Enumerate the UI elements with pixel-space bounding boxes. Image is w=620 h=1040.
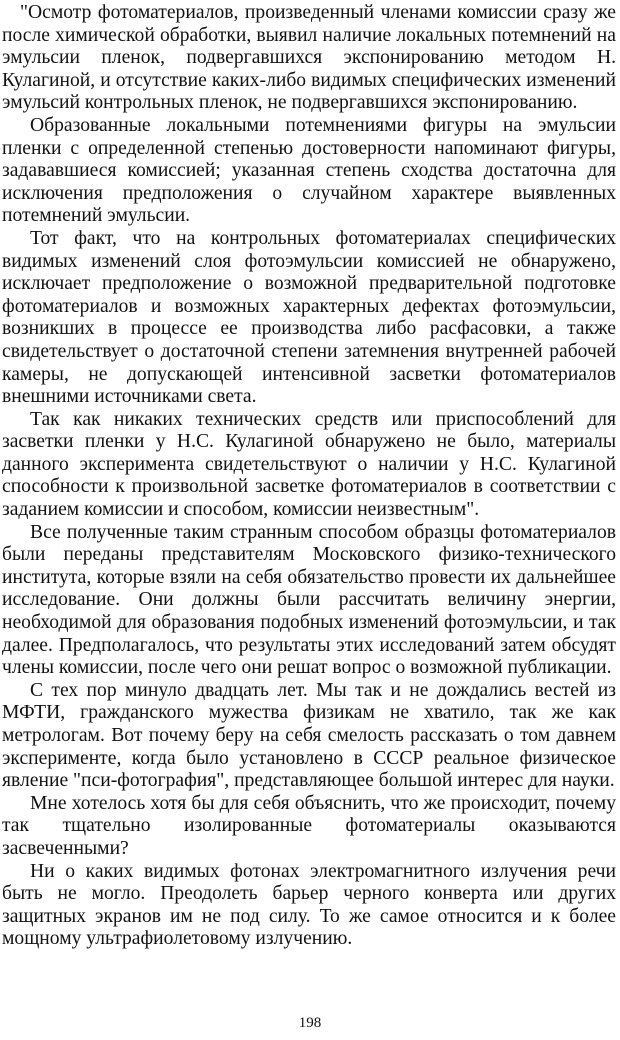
paragraph-question: Мне хотелось хотя бы для себя объяснить, что же происходит, почему так тщательно изолированные фотоматериалы оказываются засвеченными? (2, 792, 616, 859)
paragraph-photons: Ни о каких видимых фотонах электромагнитного излучения речи быть не могло. Преодолеть барьер черного конверта или других защитных экранов им не под силу. То же самое относится и к более мощному ультрафиолетовому излучению. (2, 860, 616, 950)
page-number: 198 (298, 1015, 322, 1031)
paragraph-commission-quote-3: Тот факт, что на контрольных фотоматериалах специфических видимых изменений слоя фотоэмульсии комиссией не обнаружено, исключает предположение о возможной предварительной подготовке фотоматериалов и возможных характерных дефектах фотоэмульсии, возникших в процессе ее производства либо расфасовки, а также свидетельствует о достаточной степени затемнения внутренней рабочей камеры, не допускающей интенсивной засветки фотоматериалов внешними источниками света. (2, 227, 616, 408)
paragraph-commission-quote-4: Так как никаких технических средств или приспособлений для засветки пленки у Н.С. Кулагиной обнаружено не было, материалы данного эксперимента свидетельствуют о наличии у Н.С. Кулагиной способности к произвольной засветке фотоматериалов в соответствии с заданием комиссии и способом, комиссии неизвестным". (2, 408, 616, 521)
paragraph-commission-quote-1: "Осмотр фотоматериалов, произведенный членами комиссии сразу же после химической обработки, выявил наличие локальных потемнений на эмульсии пленок, подвергавшихся экспонированию методом Н. Кулагиной, и отсутствие каких-либо видимых специфических изменений эмульсий контрольных пленок, не подвергавшихся экспонированию. (2, 2, 616, 114)
body-text (2, 2, 616, 951)
paragraph-mfti-samples: Все полученные таким странным способом образцы фотоматериалов были переданы представителям Московского физико-технического института, которые взяли на себя обязательство провести их дальнейшее исследование. Они должны были рассчитать величину энергии, необходимой для образования подобных изменений фотоэмульсии, и так далее. Предполагалось, что результаты этих исследований затем обсудят члены комиссии, после чего они решат вопрос о возможной публикации. (2, 521, 616, 679)
paragraph-commission-quote-2: Образованные локальными потемнениями фигуры на эмульсии пленки с определенной степенью достоверности напоминают фигуры, задававшиеся комиссией; указанная степень сходства достаточна для исключения предположения о случайном характере выявленных потемнений эмульсии. (2, 114, 616, 227)
paragraph-twenty-years: С тех пор минуло двадцать лет. Мы так и не дождались вестей из МФТИ, гражданского мужества физикам не хватило, так же как метрологам. Вот почему беру на себя смелость рассказать о том давнем эксперименте, когда было установлено в СССР реальное физическое явление "пси-фотография", представляющее большой интерес для науки. (2, 679, 616, 792)
